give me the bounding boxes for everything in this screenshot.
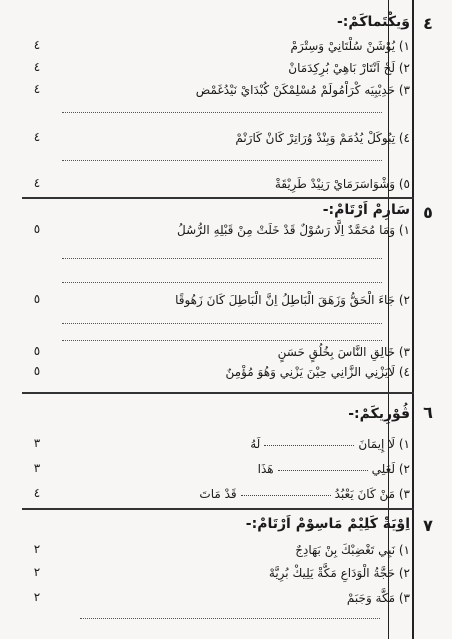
question-line: ٢) لَحْ اَنْتَارْ بَاهِيْ بُرِکِدَمَانْ [288, 61, 410, 75]
mark-value: ٤ [33, 82, 41, 96]
answer-line[interactable] [62, 323, 382, 324]
mark-value: ٥ [33, 364, 41, 378]
answer-line[interactable] [62, 340, 382, 341]
question-line [199, 486, 410, 502]
question-line: ١) وَمَا مُحَمَّدٌ اِلَّا رَسُوْلٌ قَدْ خَلَتْ مِنْ قَبْلِهِ الرُّسُلُ [177, 223, 410, 237]
answer-line[interactable] [80, 618, 380, 619]
section-heading: ڤُوْرِيکَمْ:- [348, 406, 410, 422]
answer-line[interactable] [62, 112, 382, 113]
question-line [258, 461, 410, 477]
fill-blank[interactable] [241, 495, 331, 496]
mark-value: ٤ [33, 130, 41, 144]
fill-blank[interactable] [264, 445, 354, 446]
section-heading: اِوْيَةْ کَلِيْمْ مَاسِوْمْ اَرْتَامْ:- [245, 516, 410, 532]
section-heading: سَارِمْ اَرْتَامْ:- [322, 202, 410, 218]
section-divider [22, 197, 414, 199]
mark-value: ٤ [33, 486, 41, 500]
question-line: ٢) حَجَّةُ الْوَدَاعِ مَكَّةْ يَلِيكْ بُرِيَّهْ [268, 566, 410, 580]
mark-value: ٢ [33, 590, 41, 604]
question-suffix: لَهُ [250, 437, 261, 451]
section-heading: وَيکْتَماکَمْ:- [337, 14, 410, 30]
section-number: ٦ [423, 403, 433, 422]
mark-value: ٥ [33, 344, 41, 358]
question-line: ٤) لَايَزْنِي الزَّانِي حِيْنَ يَزْنِي وَهُوَ مُؤْمِنٌ [225, 365, 410, 379]
question-suffix: قَدْ مَاتَ [199, 487, 237, 501]
question-line: ٤) تِبُوکَلْ يُدُمَمْ وَبِنْدْ وُرَاتِرْ کَانْ کَارَنْمْ [235, 131, 410, 145]
question-line: ٥) وَشْوَاسَرَمَايْ رَنِيْدْ طَرِيْقَةْ [274, 177, 410, 191]
question-prefix: ٣) مَنْ كَانَ يَعْبُدُ [334, 487, 410, 501]
question-line: ٣) حَدِيْبِيَه کْرَاْمُولَمْ مُسْلِمْکَنْ کُبْدَايْ نَيْدُغَمْض [195, 83, 410, 97]
mark-value: ٣ [33, 461, 41, 475]
section-number: ٥ [423, 203, 433, 222]
mark-value: ٢ [33, 542, 41, 556]
question-line: ١) نَبِي تَغْضِبْكَ بِنْ بَهَادِجٌ [295, 543, 410, 557]
section-number: ٧ [423, 516, 433, 535]
mark-value: ٣ [33, 436, 41, 450]
mark-value: ٥ [33, 222, 41, 236]
question-line: ٣) مَكَّة وَجَبَمْ [346, 591, 410, 605]
question-prefix: ١) لَا إِيمَانَ [358, 437, 410, 451]
margin-rule-outer [412, 0, 414, 639]
question-line: ٢) جَاءَ الْحَقُّ وَزَهَقَ الْبَاطِلُ اِنَّ الْبَاطِلَ كَانَ زَهُوقًا [175, 293, 410, 307]
question-line [250, 436, 410, 452]
mark-value: ٥ [33, 292, 41, 306]
answer-line[interactable] [62, 258, 382, 259]
section-divider [22, 508, 414, 510]
section-number: ٤ [423, 14, 433, 33]
answer-line[interactable] [62, 160, 382, 161]
section-divider [22, 392, 414, 394]
fill-blank[interactable] [278, 470, 368, 471]
question-prefix: ٢) لَعَلِي [371, 462, 410, 476]
mark-value: ٢ [33, 565, 41, 579]
question-line: ٣) خَالِقِ النَّاسَ بِخُلُقٍ حَسَنٍ [277, 345, 410, 359]
mark-value: ٤ [33, 176, 41, 190]
mark-value: ٤ [33, 60, 41, 74]
mark-value: ٤ [33, 38, 41, 52]
answer-line[interactable] [62, 282, 382, 283]
question-suffix: هَذَا [257, 462, 274, 476]
question-line: ١) يُوْشَنْ سُلْتَانِيْ وَسِتْرَمْ [290, 39, 410, 53]
